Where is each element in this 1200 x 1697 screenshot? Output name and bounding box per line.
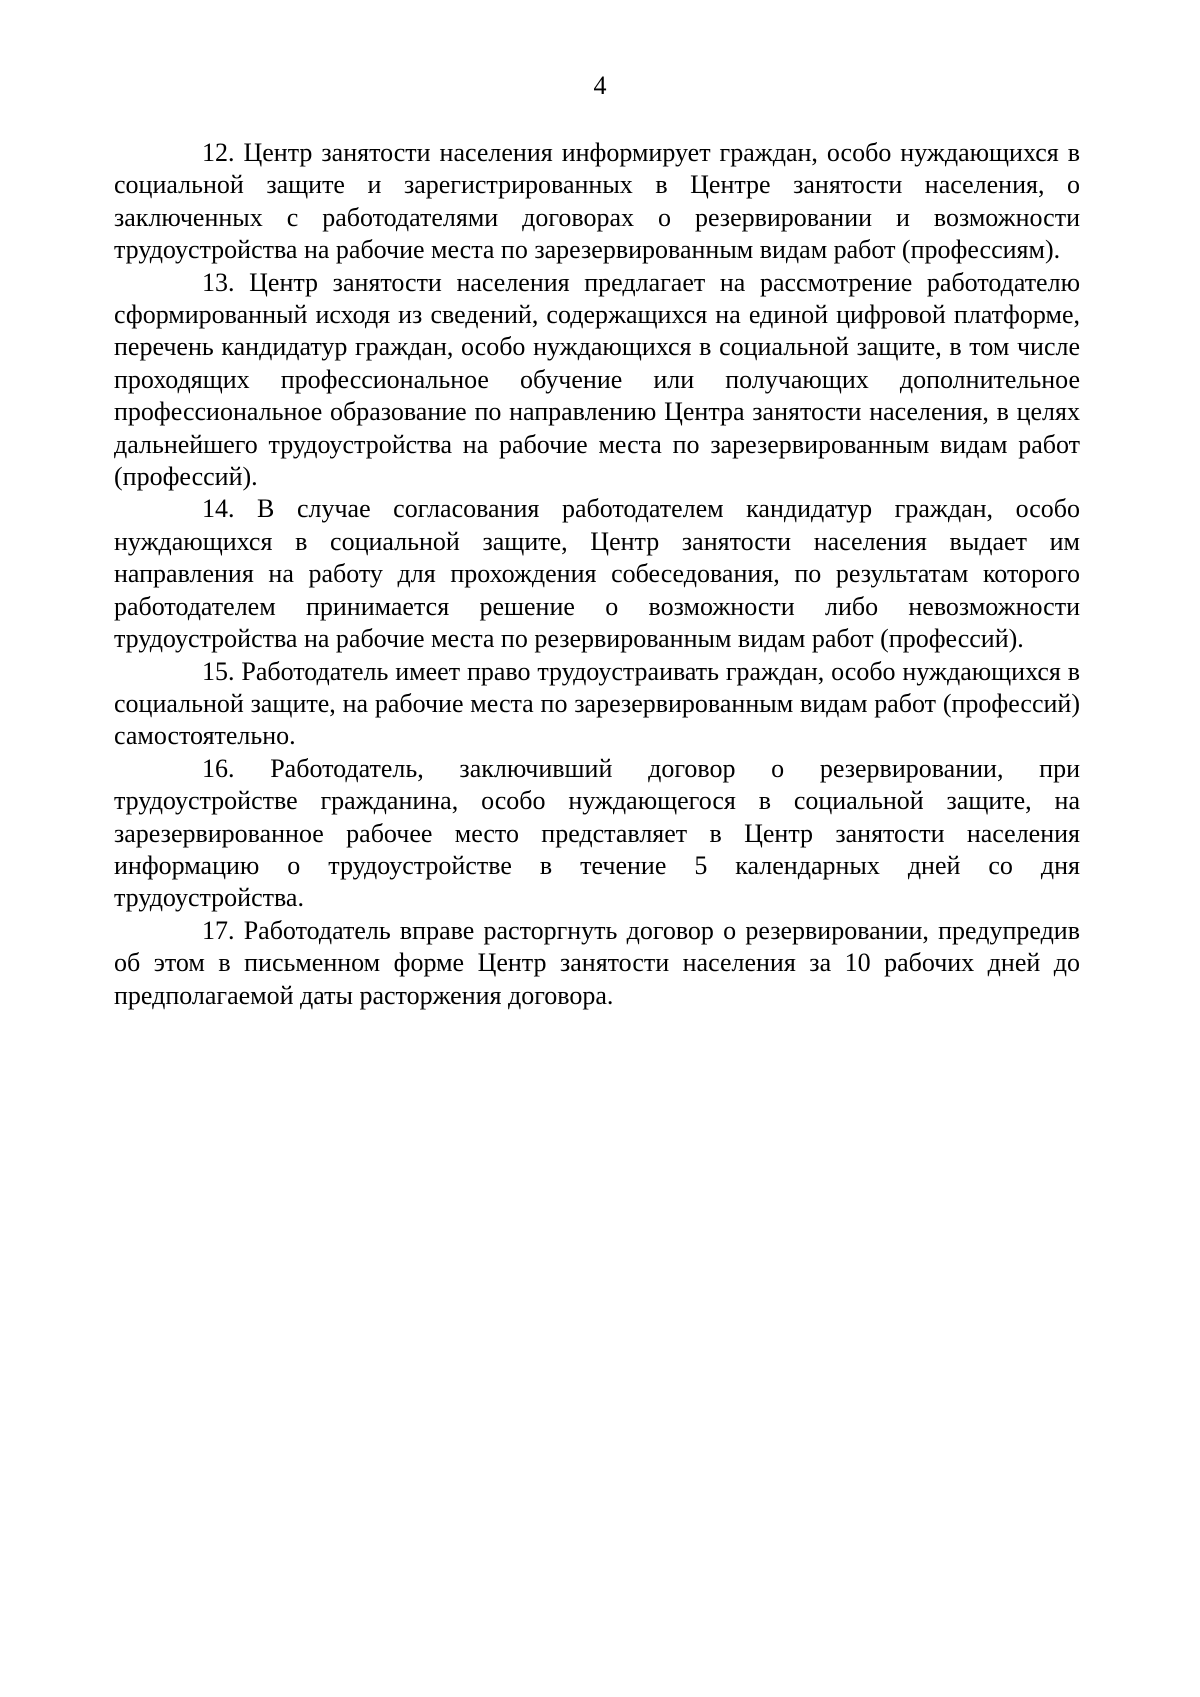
paragraph-15: 15. Работодатель имеет право трудоустраивать граждан, особо нуждающихся в социальной защите, на рабочие места по зарезервированным видам работ (профессий) самостоятельно.: [114, 656, 1080, 751]
paragraph-13: 13. Центр занятости населения предлагает на рассмотрение работодателю сформированный исходя из сведений, содержащихся на единой цифровой платформе, перечень кандидатур граждан, особо нуждающихся в социальной защите, в том числе проходящих профессиональное обучение или получающих дополнительное профессиональное образование по направлению Центра занятости населения, в целях дальнейшего трудоустройства на рабочие места по зарезервированным видам работ (профессий).: [114, 267, 1080, 492]
document-body: [114, 137, 1080, 1012]
paragraph-16: 16. Работодатель, заключивший договор о резервировании, при трудоустройстве гражданина, особо нуждающегося в социальной защите, на зарезервированное рабочее место представляет в Центр занятости населения информацию о трудоустройстве в течение 5 календарных дней со дня трудоустройства.: [114, 753, 1080, 913]
paragraph-12: 12. Центр занятости населения информирует граждан, особо нуждающихся в социальной защите и зарегистрированных в Центре занятости населения, о заключенных с работодателями договорах о резервировании и возможности трудоустройства на рабочие места по зарезервированным видам работ (профессиям).: [114, 138, 1080, 265]
paragraph-14: 14. В случае согласования работодателем кандидатур граждан, особо нуждающихся в социальной защите, Центр занятости населения выдает им направления на работу для прохождения собеседования, по результатам которого работодателем принимается решение о возможности либо невозможности трудоустройства на рабочие места по резервированным видам работ (профессий).: [114, 494, 1080, 654]
paragraph-17: 17. Работодатель вправе расторгнуть договор о резервировании, предупредив об этом в письменном форме Центр занятости населения за 10 рабочих дней до предполагаемой даты расторжения договора.: [114, 915, 1080, 1010]
page-number: 4: [593, 71, 607, 100]
